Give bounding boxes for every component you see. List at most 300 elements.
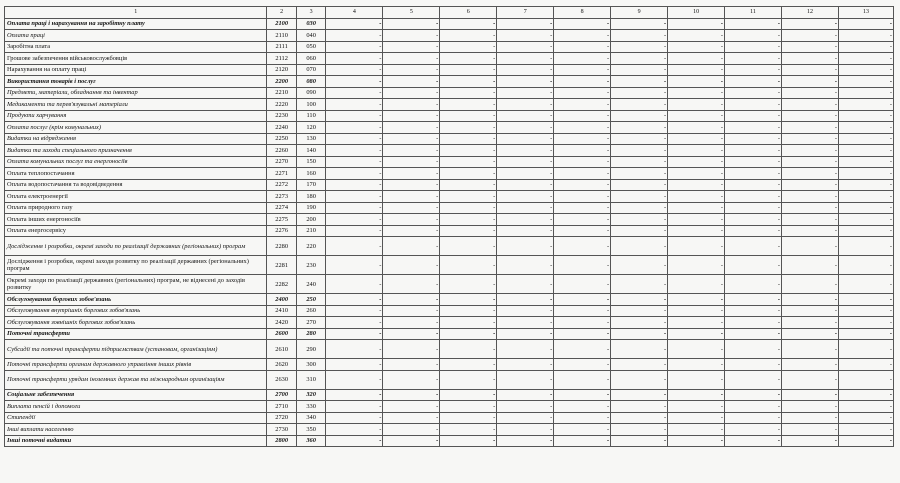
- value-cell: -: [838, 275, 893, 294]
- table-row: [5, 294, 894, 306]
- value-cell: -: [554, 53, 611, 65]
- value-cell: -: [725, 156, 782, 168]
- value-cell: -: [440, 214, 497, 226]
- value-cell: -: [838, 99, 893, 111]
- value-cell: -: [326, 317, 383, 329]
- row-line-code: 350: [296, 424, 325, 436]
- value-cell: -: [554, 412, 611, 424]
- value-cell: -: [554, 237, 611, 256]
- row-line-code: 200: [296, 214, 325, 226]
- value-cell: -: [554, 317, 611, 329]
- value-cell: -: [668, 64, 725, 76]
- value-cell: -: [497, 122, 554, 134]
- row-kekv-code: 2260: [267, 145, 296, 157]
- row-name: Оплата енергосервісу: [5, 225, 267, 237]
- value-cell: -: [725, 294, 782, 306]
- value-cell: -: [611, 133, 668, 145]
- row-line-code: 050: [296, 41, 325, 53]
- value-cell: -: [725, 168, 782, 180]
- value-cell: -: [611, 412, 668, 424]
- value-cell: -: [782, 191, 839, 203]
- table-row: [5, 412, 894, 424]
- value-cell: -: [611, 256, 668, 275]
- value-cell: -: [838, 225, 893, 237]
- row-line-code: 300: [296, 359, 325, 371]
- value-cell: -: [668, 202, 725, 214]
- row-kekv-code: 2400: [267, 294, 296, 306]
- value-cell: -: [838, 64, 893, 76]
- value-cell: -: [497, 53, 554, 65]
- value-cell: -: [383, 340, 440, 359]
- value-cell: -: [440, 41, 497, 53]
- value-cell: -: [782, 156, 839, 168]
- table-row: [5, 237, 894, 256]
- value-cell: -: [611, 202, 668, 214]
- table-row: [5, 179, 894, 191]
- row-line-code: 110: [296, 110, 325, 122]
- row-line-code: 360: [296, 435, 325, 447]
- value-cell: -: [725, 389, 782, 401]
- value-cell: -: [611, 168, 668, 180]
- row-kekv-code: 2276: [267, 225, 296, 237]
- column-number-4: 4: [326, 7, 383, 19]
- row-name: Оплата праці: [5, 30, 267, 42]
- value-cell: -: [782, 389, 839, 401]
- value-cell: -: [668, 41, 725, 53]
- value-cell: -: [782, 87, 839, 99]
- value-cell: -: [497, 202, 554, 214]
- value-cell: -: [782, 317, 839, 329]
- value-cell: -: [838, 53, 893, 65]
- value-cell: -: [383, 99, 440, 111]
- value-cell: -: [497, 389, 554, 401]
- row-kekv-code: 2230: [267, 110, 296, 122]
- table-row: [5, 214, 894, 226]
- value-cell: -: [440, 145, 497, 157]
- value-cell: -: [782, 340, 839, 359]
- table-row: [5, 370, 894, 389]
- value-cell: -: [725, 340, 782, 359]
- value-cell: -: [383, 294, 440, 306]
- column-number-2: 2: [267, 7, 296, 19]
- value-cell: -: [554, 424, 611, 436]
- value-cell: -: [497, 145, 554, 157]
- value-cell: -: [725, 359, 782, 371]
- row-line-code: 280: [296, 328, 325, 340]
- value-cell: -: [725, 87, 782, 99]
- table-row: [5, 401, 894, 413]
- value-cell: -: [782, 18, 839, 30]
- value-cell: -: [725, 435, 782, 447]
- value-cell: -: [611, 305, 668, 317]
- value-cell: -: [611, 30, 668, 42]
- value-cell: -: [497, 424, 554, 436]
- value-cell: -: [554, 18, 611, 30]
- value-cell: -: [326, 401, 383, 413]
- value-cell: -: [326, 412, 383, 424]
- value-cell: -: [554, 202, 611, 214]
- value-cell: -: [782, 53, 839, 65]
- value-cell: -: [668, 145, 725, 157]
- column-number-8: 8: [554, 7, 611, 19]
- value-cell: -: [383, 305, 440, 317]
- value-cell: -: [326, 99, 383, 111]
- value-cell: -: [838, 110, 893, 122]
- row-line-code: 230: [296, 256, 325, 275]
- table-row: [5, 145, 894, 157]
- value-cell: -: [383, 424, 440, 436]
- value-cell: -: [725, 99, 782, 111]
- value-cell: -: [838, 412, 893, 424]
- value-cell: -: [326, 53, 383, 65]
- value-cell: -: [782, 328, 839, 340]
- value-cell: -: [725, 275, 782, 294]
- table-row: [5, 41, 894, 53]
- value-cell: -: [326, 133, 383, 145]
- value-cell: -: [554, 122, 611, 134]
- row-name: Інші виплати населенню: [5, 424, 267, 436]
- value-cell: -: [383, 412, 440, 424]
- table-row: [5, 275, 894, 294]
- value-cell: -: [611, 359, 668, 371]
- row-line-code: 130: [296, 133, 325, 145]
- value-cell: -: [326, 18, 383, 30]
- row-line-code: 290: [296, 340, 325, 359]
- value-cell: -: [497, 435, 554, 447]
- value-cell: -: [611, 214, 668, 226]
- value-cell: -: [554, 168, 611, 180]
- row-line-code: 340: [296, 412, 325, 424]
- value-cell: -: [668, 214, 725, 226]
- value-cell: -: [440, 275, 497, 294]
- value-cell: -: [611, 99, 668, 111]
- value-cell: -: [782, 168, 839, 180]
- value-cell: -: [554, 191, 611, 203]
- row-line-code: 240: [296, 275, 325, 294]
- table-body: [5, 18, 894, 447]
- column-number-6: 6: [440, 7, 497, 19]
- value-cell: -: [838, 168, 893, 180]
- value-cell: -: [611, 294, 668, 306]
- value-cell: -: [611, 87, 668, 99]
- row-name: Соціальне забезпечення: [5, 389, 267, 401]
- value-cell: -: [725, 305, 782, 317]
- value-cell: -: [497, 294, 554, 306]
- value-cell: -: [838, 122, 893, 134]
- value-cell: -: [725, 401, 782, 413]
- column-number-1: 1: [5, 7, 267, 19]
- column-number-13: 13: [838, 7, 893, 19]
- row-name: Оплата інших енергоносіїв: [5, 214, 267, 226]
- row-line-code: 220: [296, 237, 325, 256]
- value-cell: -: [668, 18, 725, 30]
- row-kekv-code: 2120: [267, 64, 296, 76]
- table-row: [5, 156, 894, 168]
- value-cell: -: [497, 305, 554, 317]
- value-cell: -: [838, 214, 893, 226]
- row-name: Дослідження і розробки, окремі заходи розвитку по реалізації державних (регіональних) програм: [5, 256, 267, 275]
- value-cell: -: [725, 328, 782, 340]
- row-line-code: 100: [296, 99, 325, 111]
- value-cell: -: [554, 41, 611, 53]
- value-cell: -: [440, 122, 497, 134]
- value-cell: -: [326, 214, 383, 226]
- value-cell: -: [383, 328, 440, 340]
- value-cell: -: [668, 87, 725, 99]
- value-cell: -: [668, 359, 725, 371]
- value-cell: -: [497, 179, 554, 191]
- value-cell: -: [497, 340, 554, 359]
- row-kekv-code: 2600: [267, 328, 296, 340]
- value-cell: -: [383, 214, 440, 226]
- value-cell: -: [383, 191, 440, 203]
- row-name: Субсидії та поточні трансферти підприємствам (установам, організаціям): [5, 340, 267, 359]
- value-cell: -: [611, 401, 668, 413]
- value-cell: -: [611, 179, 668, 191]
- value-cell: -: [838, 179, 893, 191]
- value-cell: -: [611, 317, 668, 329]
- expenditure-table: [4, 6, 894, 447]
- row-line-code: 180: [296, 191, 325, 203]
- value-cell: -: [440, 99, 497, 111]
- column-number-5: 5: [383, 7, 440, 19]
- value-cell: -: [440, 294, 497, 306]
- value-cell: -: [838, 305, 893, 317]
- value-cell: -: [668, 76, 725, 88]
- value-cell: -: [668, 133, 725, 145]
- value-cell: -: [440, 179, 497, 191]
- table-row: [5, 76, 894, 88]
- table-row: [5, 202, 894, 214]
- value-cell: -: [383, 317, 440, 329]
- value-cell: -: [838, 389, 893, 401]
- row-name: Продукти харчування: [5, 110, 267, 122]
- value-cell: -: [838, 41, 893, 53]
- value-cell: -: [782, 110, 839, 122]
- value-cell: -: [782, 370, 839, 389]
- value-cell: -: [440, 168, 497, 180]
- row-line-code: 270: [296, 317, 325, 329]
- value-cell: -: [668, 256, 725, 275]
- value-cell: -: [497, 214, 554, 226]
- row-line-code: 150: [296, 156, 325, 168]
- value-cell: -: [838, 30, 893, 42]
- report-sheet: [4, 6, 894, 447]
- value-cell: -: [497, 237, 554, 256]
- value-cell: -: [611, 328, 668, 340]
- value-cell: -: [440, 30, 497, 42]
- row-name: Оплата праці і нарахування на заробітну плату: [5, 18, 267, 30]
- value-cell: -: [440, 76, 497, 88]
- value-cell: -: [497, 133, 554, 145]
- table-row: [5, 64, 894, 76]
- value-cell: -: [440, 133, 497, 145]
- value-cell: -: [725, 145, 782, 157]
- value-cell: -: [440, 328, 497, 340]
- value-cell: -: [838, 191, 893, 203]
- value-cell: -: [440, 370, 497, 389]
- value-cell: -: [554, 389, 611, 401]
- row-kekv-code: 2610: [267, 340, 296, 359]
- value-cell: -: [725, 237, 782, 256]
- table-row: [5, 133, 894, 145]
- value-cell: -: [440, 340, 497, 359]
- column-number-12: 12: [782, 7, 839, 19]
- table-row: [5, 168, 894, 180]
- value-cell: -: [782, 76, 839, 88]
- row-kekv-code: 2273: [267, 191, 296, 203]
- value-cell: -: [668, 179, 725, 191]
- row-line-code: 320: [296, 389, 325, 401]
- value-cell: -: [668, 275, 725, 294]
- value-cell: -: [554, 328, 611, 340]
- value-cell: -: [782, 294, 839, 306]
- value-cell: -: [782, 424, 839, 436]
- row-name: Видатки на відрядження: [5, 133, 267, 145]
- value-cell: -: [554, 110, 611, 122]
- value-cell: -: [497, 225, 554, 237]
- value-cell: -: [440, 110, 497, 122]
- value-cell: -: [497, 370, 554, 389]
- row-name: Виплата пенсій і допомоги: [5, 401, 267, 413]
- value-cell: -: [838, 156, 893, 168]
- value-cell: -: [383, 168, 440, 180]
- value-cell: -: [554, 76, 611, 88]
- value-cell: -: [326, 179, 383, 191]
- value-cell: -: [440, 305, 497, 317]
- row-kekv-code: 2410: [267, 305, 296, 317]
- value-cell: -: [440, 389, 497, 401]
- value-cell: -: [725, 110, 782, 122]
- row-kekv-code: 2620: [267, 359, 296, 371]
- value-cell: -: [326, 156, 383, 168]
- value-cell: -: [554, 275, 611, 294]
- row-kekv-code: 2281: [267, 256, 296, 275]
- value-cell: -: [383, 237, 440, 256]
- value-cell: -: [554, 30, 611, 42]
- row-name: Інші поточні видатки: [5, 435, 267, 447]
- value-cell: -: [554, 99, 611, 111]
- row-name: Оплата природного газу: [5, 202, 267, 214]
- row-line-code: 190: [296, 202, 325, 214]
- value-cell: -: [668, 168, 725, 180]
- value-cell: -: [668, 191, 725, 203]
- table-row: [5, 225, 894, 237]
- value-cell: -: [383, 133, 440, 145]
- value-cell: -: [782, 99, 839, 111]
- value-cell: -: [611, 53, 668, 65]
- value-cell: -: [838, 424, 893, 436]
- value-cell: -: [326, 340, 383, 359]
- value-cell: -: [838, 294, 893, 306]
- value-cell: -: [326, 30, 383, 42]
- value-cell: -: [383, 64, 440, 76]
- value-cell: -: [440, 424, 497, 436]
- row-line-code: 040: [296, 30, 325, 42]
- value-cell: -: [725, 133, 782, 145]
- value-cell: -: [611, 41, 668, 53]
- table-row: [5, 340, 894, 359]
- value-cell: -: [440, 156, 497, 168]
- table-row: [5, 359, 894, 371]
- value-cell: -: [326, 225, 383, 237]
- value-cell: -: [497, 412, 554, 424]
- value-cell: -: [326, 435, 383, 447]
- row-kekv-code: 2720: [267, 412, 296, 424]
- value-cell: -: [838, 317, 893, 329]
- value-cell: -: [383, 359, 440, 371]
- row-kekv-code: 2220: [267, 99, 296, 111]
- row-kekv-code: 2250: [267, 133, 296, 145]
- value-cell: -: [611, 64, 668, 76]
- table-row: [5, 18, 894, 30]
- value-cell: -: [554, 133, 611, 145]
- value-cell: -: [782, 30, 839, 42]
- value-cell: -: [611, 76, 668, 88]
- row-line-code: 080: [296, 76, 325, 88]
- value-cell: -: [668, 340, 725, 359]
- value-cell: -: [383, 76, 440, 88]
- row-name: Предмети, матеріали, обладнання та інвентар: [5, 87, 267, 99]
- value-cell: -: [782, 145, 839, 157]
- value-cell: -: [782, 435, 839, 447]
- value-cell: -: [383, 110, 440, 122]
- row-kekv-code: 2800: [267, 435, 296, 447]
- row-name: Використання товарів і послуг: [5, 76, 267, 88]
- value-cell: -: [838, 340, 893, 359]
- value-cell: -: [838, 76, 893, 88]
- row-kekv-code: 2282: [267, 275, 296, 294]
- value-cell: -: [383, 156, 440, 168]
- value-cell: -: [782, 412, 839, 424]
- value-cell: -: [383, 30, 440, 42]
- value-cell: -: [668, 110, 725, 122]
- value-cell: -: [725, 64, 782, 76]
- value-cell: -: [782, 225, 839, 237]
- value-cell: -: [611, 435, 668, 447]
- row-kekv-code: 2420: [267, 317, 296, 329]
- value-cell: -: [326, 275, 383, 294]
- value-cell: -: [326, 359, 383, 371]
- row-kekv-code: 2240: [267, 122, 296, 134]
- value-cell: -: [383, 202, 440, 214]
- value-cell: -: [383, 18, 440, 30]
- value-cell: -: [326, 87, 383, 99]
- value-cell: -: [838, 87, 893, 99]
- value-cell: -: [497, 87, 554, 99]
- value-cell: -: [725, 53, 782, 65]
- column-number-10: 10: [668, 7, 725, 19]
- column-number-9: 9: [611, 7, 668, 19]
- value-cell: -: [611, 340, 668, 359]
- value-cell: -: [383, 435, 440, 447]
- row-name: Видатки та заходи спеціального призначення: [5, 145, 267, 157]
- value-cell: -: [440, 53, 497, 65]
- row-name: Поточні трансферти органам державного управління інших рівнів: [5, 359, 267, 371]
- value-cell: -: [611, 191, 668, 203]
- value-cell: -: [497, 317, 554, 329]
- row-kekv-code: 2112: [267, 53, 296, 65]
- value-cell: -: [725, 424, 782, 436]
- value-cell: -: [440, 225, 497, 237]
- value-cell: -: [497, 168, 554, 180]
- value-cell: -: [440, 18, 497, 30]
- value-cell: -: [782, 133, 839, 145]
- value-cell: -: [554, 214, 611, 226]
- row-name: Медикаменти та перев'язувальні матеріали: [5, 99, 267, 111]
- value-cell: -: [668, 424, 725, 436]
- column-number-3: 3: [296, 7, 325, 19]
